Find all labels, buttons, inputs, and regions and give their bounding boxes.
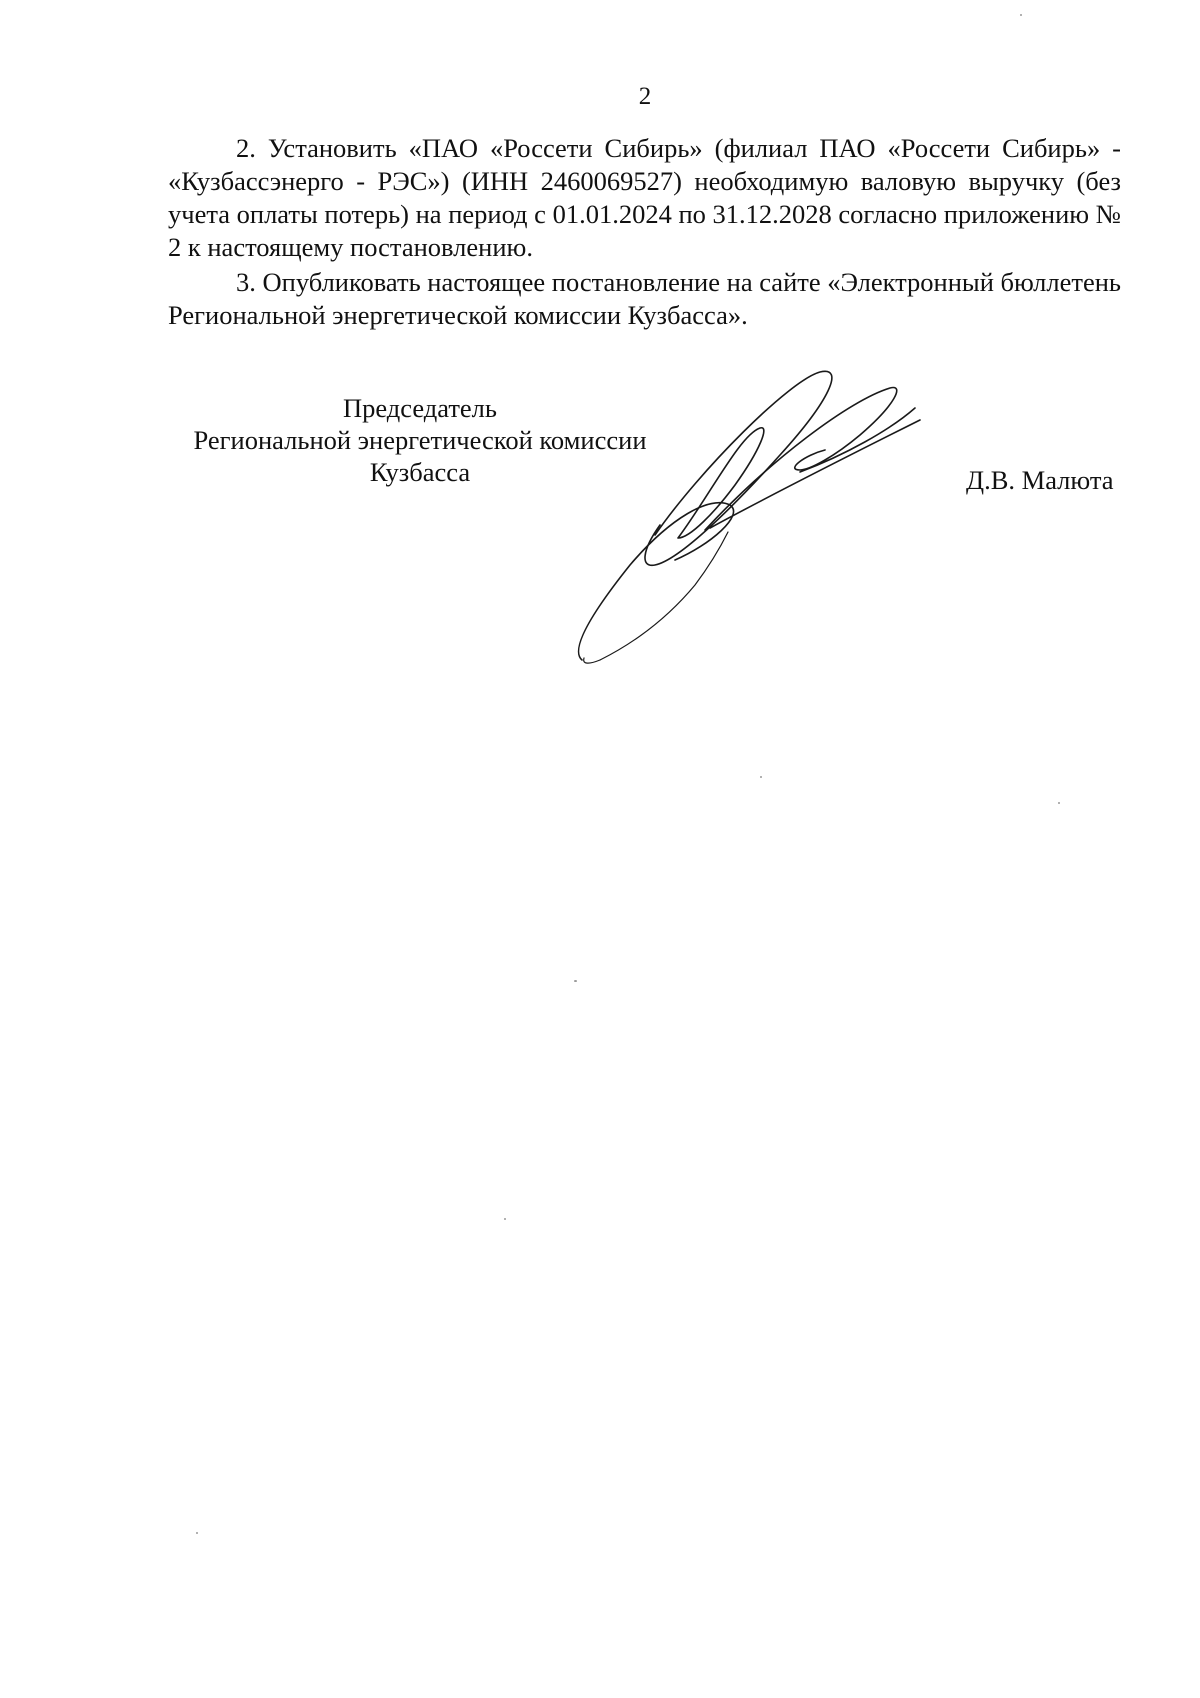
scan-speck xyxy=(574,980,577,982)
signatory-position: Председатель xyxy=(343,393,497,423)
paragraph-item-3: 3. Опубликовать настоящее постановление на сайте «Электронный бюллетень Региональной энергетической комиссии Кузбасса». xyxy=(168,267,1121,330)
document-body xyxy=(168,132,1121,334)
handwritten-signature xyxy=(560,360,1020,680)
signatory-organization: Региональной энергетической комиссии xyxy=(193,425,647,455)
page-number: 2 xyxy=(638,83,652,110)
signatory-region: Кузбасса xyxy=(369,457,471,487)
scan-speck xyxy=(1058,802,1060,804)
scan-speck xyxy=(1020,14,1022,16)
paragraph-item-2: 2. Установить «ПАО «Россети Сибирь» (филиал ПАО «Россети Сибирь» - «Кузбассэнерго - РЭС») (ИНН 2460069527) необходимую валовую выручку (без учета оплаты потерь) на период с 01.01.2024 по 31.12.2028 согласно приложению № 2 к настоящему постановлению. xyxy=(168,133,1121,262)
scan-speck xyxy=(760,776,762,778)
scan-speck xyxy=(196,1532,198,1534)
scan-speck xyxy=(504,1218,506,1220)
signer-name: Д.В. Малюта xyxy=(966,465,1114,495)
